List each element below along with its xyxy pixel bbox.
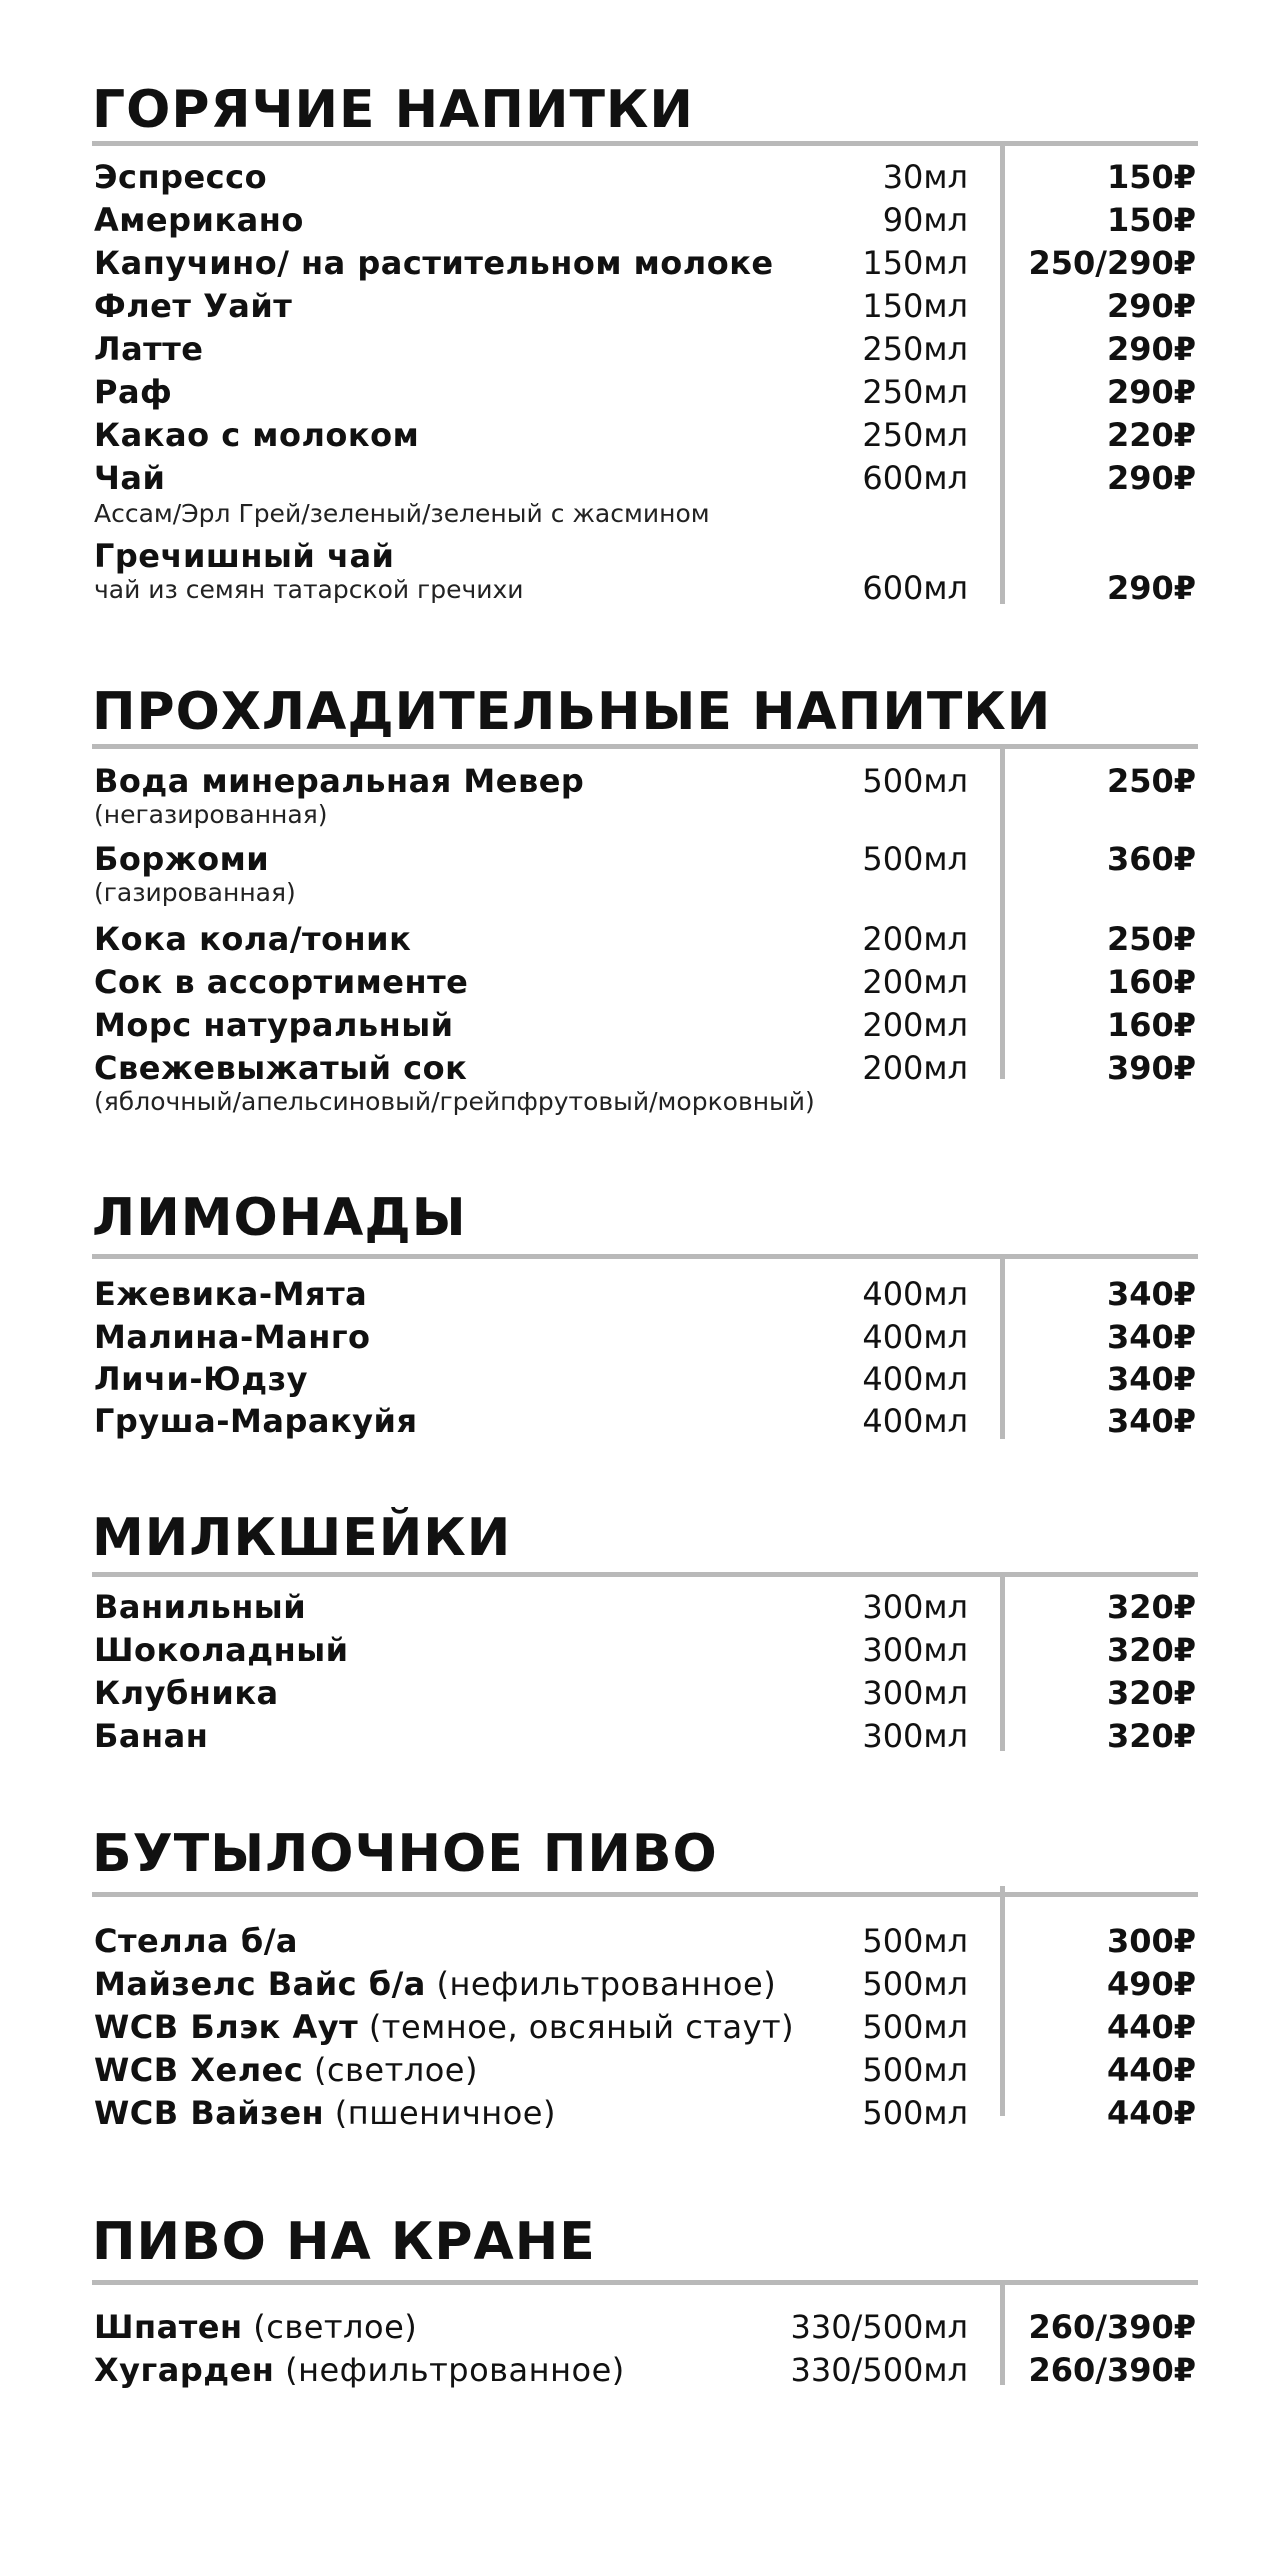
section-title: БУТЫЛОЧНОЕ ПИВО xyxy=(92,1824,718,1884)
item-price: 340₽ xyxy=(1106,1402,1196,1440)
item-description: (негазированная) xyxy=(94,800,328,829)
item-description: (газированная) xyxy=(94,878,296,907)
item-name: Кока кола/тоник xyxy=(94,920,412,958)
item-volume: 200мл xyxy=(862,1049,968,1087)
item-name: Ванильный xyxy=(94,1588,307,1626)
item-volume: 500мл xyxy=(862,1922,968,1960)
item-price: 440₽ xyxy=(1106,2094,1196,2132)
item-volume: 500мл xyxy=(862,762,968,800)
item-volume: 300мл xyxy=(862,1588,968,1626)
item-name: Клубника xyxy=(94,1674,279,1712)
item-description: Ассам/Эрл Грей/зеленый/зеленый с жасмином xyxy=(94,499,710,528)
item-name: Раф xyxy=(94,373,173,411)
item-name: Шоколадный xyxy=(94,1631,349,1669)
item-name: Личи-Юдзу xyxy=(94,1360,309,1398)
item-name: Сок в ассортименте xyxy=(94,963,469,1001)
divider-vertical xyxy=(1000,2285,1005,2385)
item-name: Шпатен (светлое) xyxy=(94,2308,418,2346)
section-title: ПИВО НА КРАНЕ xyxy=(92,2212,596,2272)
item-name: Эспрессо xyxy=(94,158,268,196)
item-volume: 300мл xyxy=(862,1631,968,1669)
item-price: 220₽ xyxy=(1106,416,1196,454)
item-price: 320₽ xyxy=(1106,1631,1196,1669)
item-volume: 600мл xyxy=(862,569,968,607)
item-name: Свежевыжатый сок xyxy=(94,1049,468,1087)
item-price: 290₽ xyxy=(1106,373,1196,411)
item-price: 320₽ xyxy=(1106,1588,1196,1626)
item-price: 440₽ xyxy=(1106,2008,1196,2046)
item-price: 440₽ xyxy=(1106,2051,1196,2089)
item-name: Флет Уайт xyxy=(94,287,293,325)
item-price: 320₽ xyxy=(1106,1717,1196,1755)
item-name: Ежевика-Мята xyxy=(94,1275,368,1313)
item-volume: 400мл xyxy=(862,1275,968,1313)
item-volume: 600мл xyxy=(862,459,968,497)
item-note: (нефильтрованное) xyxy=(274,2351,625,2389)
divider-vertical xyxy=(1000,749,1005,1079)
item-price: 340₽ xyxy=(1106,1360,1196,1398)
item-volume: 250мл xyxy=(862,416,968,454)
item-price: 260/390₽ xyxy=(1028,2308,1196,2346)
item-name: Американо xyxy=(94,201,304,239)
divider-horizontal xyxy=(92,1572,1198,1577)
item-volume: 250мл xyxy=(862,373,968,411)
item-name: Стелла б/а xyxy=(94,1922,298,1960)
item-name: Латте xyxy=(94,330,204,368)
item-volume: 500мл xyxy=(862,2051,968,2089)
item-price: 160₽ xyxy=(1106,1006,1196,1044)
divider-vertical xyxy=(1000,1886,1005,2116)
item-name: Гречишный чай xyxy=(94,537,395,575)
section-title: ЛИМОНАДЫ xyxy=(92,1188,467,1248)
item-name: WCB Вайзен (пшеничное) xyxy=(94,2094,556,2132)
section-title: МИЛКШЕЙКИ xyxy=(92,1508,512,1568)
item-volume: 300мл xyxy=(862,1717,968,1755)
item-volume: 200мл xyxy=(862,963,968,1001)
item-price: 290₽ xyxy=(1106,569,1196,607)
item-description: (яблочный/апельсиновый/грейпфрутовый/морковный) xyxy=(94,1087,815,1116)
divider-horizontal xyxy=(92,141,1198,146)
item-price: 250/290₽ xyxy=(1028,244,1196,282)
item-volume: 330/500мл xyxy=(790,2351,968,2389)
item-name: WCB Блэк Аут (темное, овсяный стаут) xyxy=(94,2008,795,2046)
item-price: 360₽ xyxy=(1106,840,1196,878)
item-name: Хугарден (нефильтрованное) xyxy=(94,2351,625,2389)
item-name: WCB Хелес (светлое) xyxy=(94,2051,478,2089)
divider-horizontal xyxy=(92,1892,1198,1897)
item-price: 260/390₽ xyxy=(1028,2351,1196,2389)
item-note: (светлое) xyxy=(303,2051,478,2089)
item-price: 290₽ xyxy=(1106,459,1196,497)
divider-horizontal xyxy=(92,1254,1198,1259)
item-price: 250₽ xyxy=(1106,920,1196,958)
divider-vertical xyxy=(1000,1577,1005,1751)
item-price: 490₽ xyxy=(1106,1965,1196,2003)
divider-vertical xyxy=(1000,146,1005,604)
item-price: 320₽ xyxy=(1106,1674,1196,1712)
item-name: Боржоми xyxy=(94,840,270,878)
item-name: Морс натуральный xyxy=(94,1006,454,1044)
item-price: 290₽ xyxy=(1106,287,1196,325)
item-volume: 330/500мл xyxy=(790,2308,968,2346)
item-name: Чай xyxy=(94,459,166,497)
section-title: ПРОХЛАДИТЕЛЬНЫЕ НАПИТКИ xyxy=(92,682,1052,742)
item-name: Вода минеральная Мевер xyxy=(94,762,585,800)
item-volume: 500мл xyxy=(862,840,968,878)
item-description: чай из семян татарской гречихи xyxy=(94,575,524,604)
item-price: 250₽ xyxy=(1106,762,1196,800)
item-price: 300₽ xyxy=(1106,1922,1196,1960)
item-note: (светлое) xyxy=(242,2308,418,2346)
item-volume: 400мл xyxy=(862,1318,968,1356)
item-price: 150₽ xyxy=(1106,201,1196,239)
item-note: (нефильтрованное) xyxy=(425,1965,777,2003)
item-price: 150₽ xyxy=(1106,158,1196,196)
item-volume: 200мл xyxy=(862,1006,968,1044)
item-volume: 500мл xyxy=(862,2094,968,2132)
item-price: 390₽ xyxy=(1106,1049,1196,1087)
item-price: 340₽ xyxy=(1106,1275,1196,1313)
item-volume: 400мл xyxy=(862,1402,968,1440)
item-volume: 400мл xyxy=(862,1360,968,1398)
item-volume: 150мл xyxy=(862,244,968,282)
item-note: (темное, овсяный стаут) xyxy=(358,2008,795,2046)
item-name: Малина-Манго xyxy=(94,1318,371,1356)
item-volume: 150мл xyxy=(862,287,968,325)
item-price: 290₽ xyxy=(1106,330,1196,368)
item-note: (пшеничное) xyxy=(324,2094,556,2132)
item-price: 340₽ xyxy=(1106,1318,1196,1356)
item-volume: 90мл xyxy=(882,201,968,239)
item-name: Груша-Маракуйя xyxy=(94,1402,418,1440)
section-title: ГОРЯЧИЕ НАПИТКИ xyxy=(92,80,694,140)
item-volume: 200мл xyxy=(862,920,968,958)
item-volume: 500мл xyxy=(862,2008,968,2046)
item-volume: 30мл xyxy=(882,158,968,196)
item-name: Майзелс Вайс б/а (нефильтрованное) xyxy=(94,1965,777,2003)
item-name: Какао с молоком xyxy=(94,416,420,454)
item-volume: 500мл xyxy=(862,1965,968,2003)
divider-horizontal xyxy=(92,744,1198,749)
item-volume: 300мл xyxy=(862,1674,968,1712)
item-volume: 250мл xyxy=(862,330,968,368)
item-price: 160₽ xyxy=(1106,963,1196,1001)
divider-horizontal xyxy=(92,2280,1198,2285)
divider-vertical xyxy=(1000,1259,1005,1439)
item-name: Банан xyxy=(94,1717,209,1755)
item-name: Капучино/ на растительном молоке xyxy=(94,244,774,282)
